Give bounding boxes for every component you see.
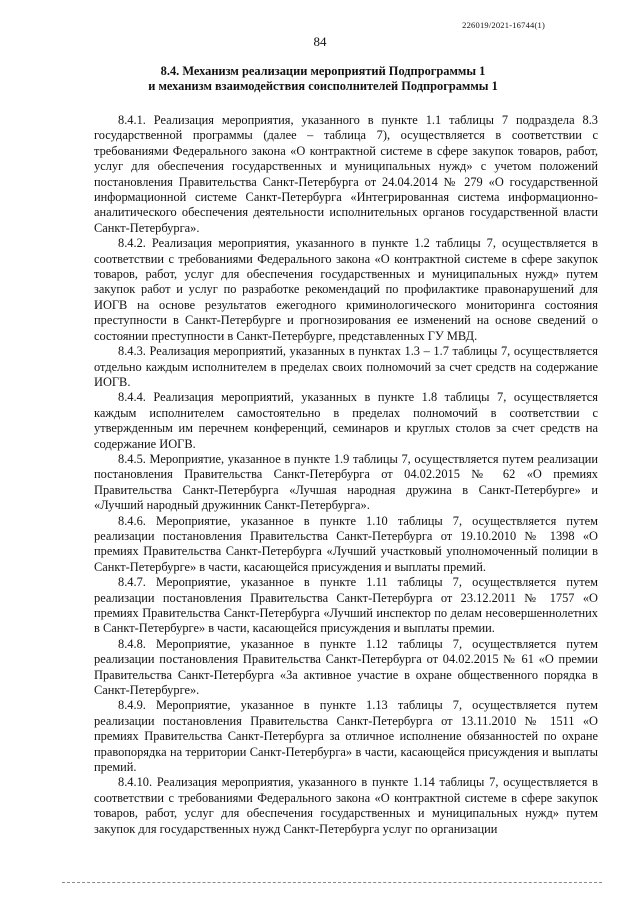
page-bottom-rule	[62, 882, 602, 883]
paragraph-8-4-4: 8.4.4. Реализация мероприятий, указанных в пункте 1.8 таблицы 7, осуществляется каждым исполнителем самостоятельно в пределах полномочий в соответствии с утвержденным им перечнем конференций, семинаров и круглых столов за счет средств на содержание ИОГВ.	[94, 390, 598, 451]
paragraph-8-4-7: 8.4.7. Мероприятие, указанное в пункте 1.11 таблицы 7, осуществляется путем реализации постановления Правительства Санкт-Петербурга от 23.12.2011 № 1757 «О премиях Правительства Санкт-Петербурга «Лучший инспектор по делам несовершеннолетних в Санкт-Петербурге» в части, касающейся присуждения и выплаты премии.	[94, 575, 598, 636]
section-heading-line-2: и механизм взаимодействия соисполнителей Подпрограммы 1	[148, 79, 498, 93]
paragraph-8-4-2: 8.4.2. Реализация мероприятия, указанного в пункте 1.2 таблицы 7, осуществляется в соответствии с требованиями Федерального закона «О контрактной системе в сфере закупок товаров, работ, услуг для обеспечения государственных и муниципальных нужд» путем закупок работ и услуг по разработке рекомендаций по профилактике правонарушений для ИОГВ на основе результатов ежегодного криминологического мониторинга состояния преступности в Санкт-Петербурге и прогнозирования ее изменений на основе сведений о состоянии преступности в Санкт-Петербурге, представленных ГУ МВД.	[94, 236, 598, 343]
paragraph-8-4-3: 8.4.3. Реализация мероприятий, указанных в пунктах 1.3 – 1.7 таблицы 7, осуществляется отдельно каждым исполнителем в пределах своих полномочий за счет средств на содержание ИОГВ.	[94, 344, 598, 389]
paragraph-8-4-5: 8.4.5. Мероприятие, указанное в пункте 1.9 таблицы 7, осуществляется путем реализации постановления Правительства Санкт-Петербурга от 04.02.2015 № 62 «О премиях Правительства Санкт-Петербурга «Лучшая народная дружина в Санкт-Петербурге» и «Лучший народный дружинник Санкт-Петербурга».	[94, 451, 598, 513]
paragraph-8-4-10: 8.4.10. Реализация мероприятия, указанного в пункте 1.14 таблицы 7, осуществляется в соответствии с требованиями Федерального закона «О контрактной системе в сфере закупок товаров, работ, услуг для обеспечения государственных и муниципальных нужд» путем закупок для государственных нужд Санкт-Петербурга услуг по организации	[94, 775, 598, 836]
paragraph-8-4-8: 8.4.8. Мероприятие, указанное в пункте 1.12 таблицы 7, осуществляется путем реализации постановления Правительства Санкт-Петербурга от 04.02.2015 № 61 «О премии Правительства Санкт-Петербурга «За активное участие в охране общественного порядка в Санкт-Петербурге».	[94, 636, 598, 698]
paragraph-8-4-1: 8.4.1. Реализация мероприятия, указанного в пункте 1.1 таблицы 7 подраздела 8.3 государственной программы (далее – таблица 7), осуществляется в соответствии с требованиями Федерального закона «О контрактной системе в сфере закупок товаров, работ, услуг для обеспечения государственных и муниципальных нужд» с учетом положений постановления Правительства Санкт-Петербурга от 24.04.2014 № 279 «О государственной информационной системе Санкт-Петербурга «Интегрированная система информационно-аналитического обеспечения деятельности исполнительных органов государственной власти Санкт-Петербурга».	[94, 113, 598, 235]
paragraph-8-4-9: 8.4.9. Мероприятие, указанное в пункте 1.13 таблицы 7, осуществляется путем реализации постановления Правительства Санкт-Петербурга от 13.11.2010 № 1511 «О премиях Правительства Санкт-Петербурга за отличное исполнение обязанностей по охране правопорядка на территории Санкт-Петербурга» в части, касающейся присуждения и выплаты премий.	[94, 698, 598, 775]
document-registration-number: 226019/2021-16744(1)	[462, 20, 545, 30]
section-heading	[94, 64, 552, 94]
document-body	[94, 113, 598, 837]
paragraph-8-4-6: 8.4.6. Мероприятие, указанное в пункте 1.10 таблицы 7, осуществляется путем реализации постановления Правительства Санкт-Петербурга от 19.10.2010 № 1398 «О премиях Правительства Санкт-Петербурга «Лучший участковый уполномоченный полиции в Санкт-Петербурге» в части, касающейся присуждения и выплаты премий.	[94, 513, 598, 574]
section-heading-line-1: 8.4. Механизм реализации мероприятий Подпрограммы 1	[160, 64, 486, 78]
page-number: 84	[313, 34, 327, 49]
